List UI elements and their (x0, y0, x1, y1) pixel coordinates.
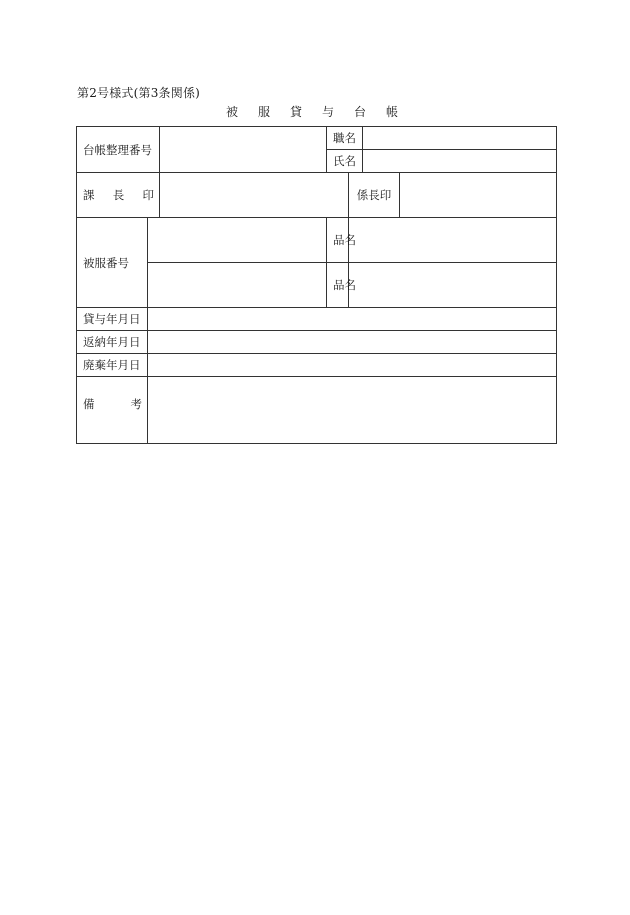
name-label: 氏名 (327, 150, 363, 173)
row-register-job-title (77, 127, 557, 150)
item-name-field-2[interactable] (349, 263, 557, 308)
row-clothing-item-2 (77, 263, 557, 308)
section-chief-seal-char-3: 印 (142, 188, 154, 202)
job-title-field[interactable] (363, 127, 557, 150)
item-name-label-1: 品名 (327, 218, 349, 263)
remarks-label (77, 377, 148, 444)
lend-date-label: 貸与年月日 (77, 308, 148, 331)
remarks-char-1: 備 (83, 397, 95, 411)
item-name-field-1[interactable] (349, 218, 557, 263)
row-clothing-item-1 (77, 218, 557, 263)
form-number: 第2号様式(第3条関係) (77, 86, 201, 100)
disposal-date-field[interactable] (148, 354, 557, 377)
remarks-char-2: 考 (130, 397, 142, 411)
disposal-date-label: 廃棄年月日 (77, 354, 148, 377)
subsection-chief-seal-field[interactable] (400, 173, 557, 218)
row-seals (77, 173, 557, 218)
item-name-label-2: 品名 (327, 263, 349, 308)
clothing-loan-ledger-table (76, 126, 557, 444)
remarks-field[interactable] (148, 377, 557, 444)
register-number-field[interactable] (160, 127, 327, 173)
row-disposal-date (77, 354, 557, 377)
return-date-field[interactable] (148, 331, 557, 354)
section-chief-seal-char-2: 長 (112, 188, 125, 202)
clothing-number-label: 被服番号 (77, 218, 148, 308)
clothing-number-field-2[interactable] (148, 263, 327, 308)
row-remarks (77, 377, 557, 444)
row-return-date (77, 331, 557, 354)
form-title: 被服貸与台帳 (226, 105, 419, 119)
subsection-chief-seal-label: 係長印 (349, 173, 400, 218)
job-title-label: 職名 (327, 127, 363, 150)
section-chief-seal-label (77, 173, 160, 218)
name-field[interactable] (363, 150, 557, 173)
register-number-label: 台帳整理番号 (77, 127, 160, 173)
lend-date-field[interactable] (148, 308, 557, 331)
return-date-label: 返納年月日 (77, 331, 148, 354)
section-chief-seal-char-1: 課 (83, 188, 95, 202)
clothing-number-field-1[interactable] (148, 218, 327, 263)
row-lend-date (77, 308, 557, 331)
section-chief-seal-field[interactable] (160, 173, 349, 218)
